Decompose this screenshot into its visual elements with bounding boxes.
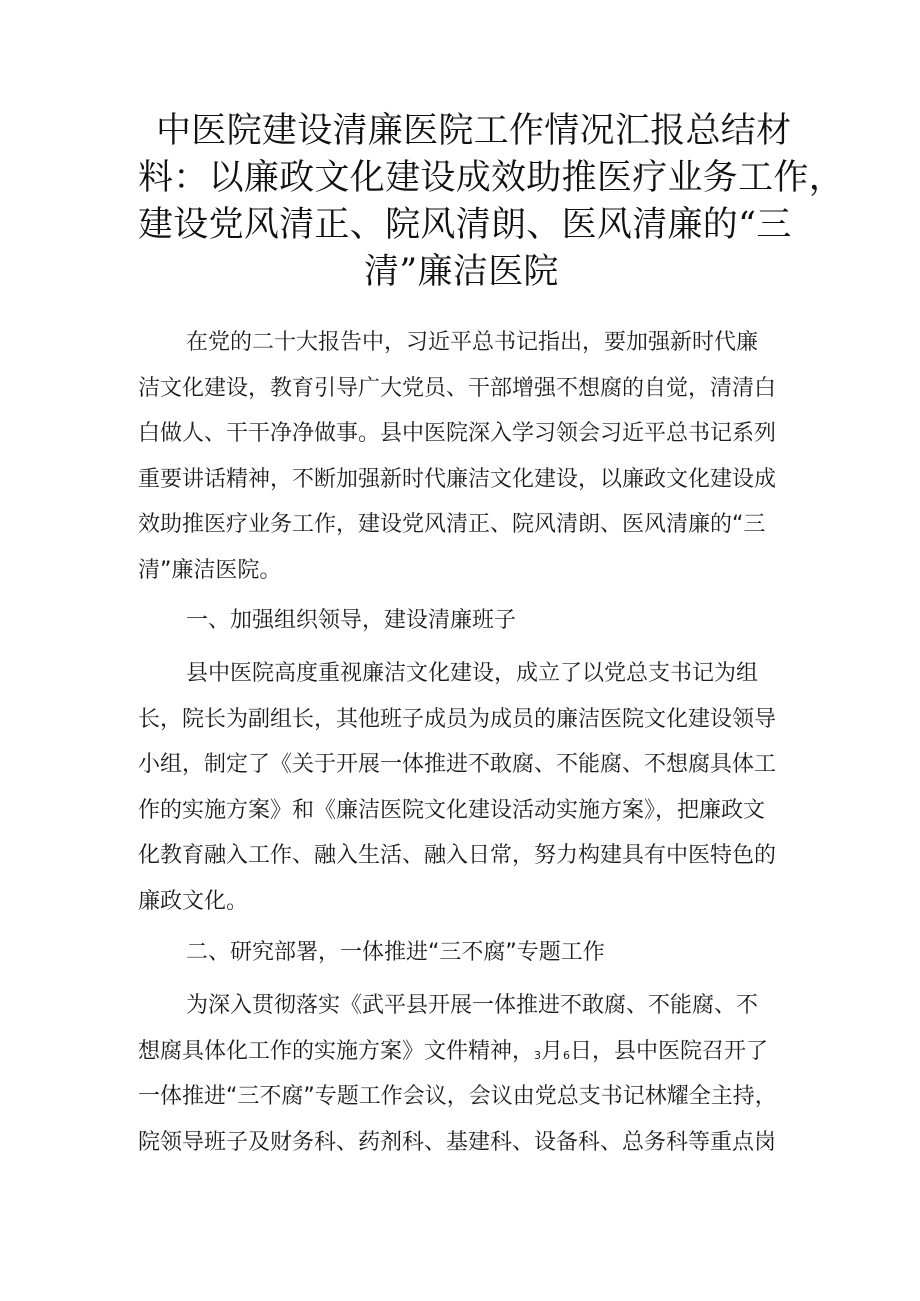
paragraph-line: 清”廉洁医院。 [138, 557, 282, 583]
paragraph-organization [138, 651, 798, 924]
document-title [138, 108, 845, 296]
section-heading-1 [138, 598, 798, 644]
paragraph-line: 化教育融入工作、融入生活、融入日常，努力构建具有中医特色的 [138, 843, 777, 868]
paragraph-line: 在党的二十大报告中，习近平总书记指出，要加强新时代廉 [186, 330, 759, 355]
paragraph-line: 廉政文化。 [138, 888, 249, 914]
paragraph-line: 院领导班子及财务科、药剂科、基建科、设备科、总务科等重点岗 [138, 1129, 777, 1155]
paragraph-line: 为深入贯彻落实《武平县开展一体推进不敢腐、不能腐、不 [186, 993, 759, 1018]
paragraph-line-part: 月 [541, 1038, 564, 1064]
paragraph-line: 效助推医疗业务工作，建设党风清正、院风清朗、医风清廉的“三 [138, 512, 766, 537]
section-heading-text: 二、研究部署，一体推进“三不腐”专题工作 [186, 940, 605, 965]
paragraph-line: 县中医院高度重视廉洁文化建设，成立了以党总支书记为组 [186, 661, 759, 686]
paragraph-line: 长，院长为副组长，其他班子成员为成员的廉洁医院文化建设领导 [138, 706, 777, 732]
paragraph-line: 洁文化建设，教育引导广大党员、干部增强不想腐的自觉，清清白 [138, 375, 777, 401]
title-line: 清”廉洁医院 [364, 252, 559, 292]
date-day: 6 [563, 1048, 571, 1062]
title-line: 料：以廉政文化建设成效助推医疗业务工作， [138, 158, 845, 198]
title-line: 建设党风清正、院风清朗、医风清廉的“三 [138, 205, 792, 245]
paragraph-deployment [138, 983, 798, 1165]
paragraph-line: 一体推进“三不腐”专题工作会议，会议由党总支书记林耀全主持， [138, 1084, 777, 1109]
paragraph-line: 小组，制定了《关于开展一体推进不敢腐、不能腐、不想腐具体工 [138, 752, 777, 777]
title-line: 中医院建设清廉医院工作情况汇报总结材 [156, 111, 792, 151]
section-heading-2 [138, 930, 798, 976]
paragraph-line: 重要讲话精神，不断加强新时代廉洁文化建设，以廉政文化建设成 [138, 466, 777, 492]
paragraph-intro [138, 320, 798, 593]
paragraph-line: 白做人、干干净净做事。县中医院深入学习领会习近平总书记系列 [138, 421, 777, 446]
paragraph-line: 作的实施方案》和《廉洁医院文化建设活动实施方案》，把廉政文 [138, 797, 766, 823]
paragraph-line-part: 日，县中医院召开了 [570, 1038, 769, 1064]
section-heading-text: 一、加强组织领导，建设清廉班子 [186, 608, 517, 633]
paragraph-line-part: 想腐具体化工作的实施方案》文件精神， [138, 1038, 535, 1064]
date-month: 3 [534, 1048, 542, 1062]
paragraph-line [138, 1029, 798, 1075]
